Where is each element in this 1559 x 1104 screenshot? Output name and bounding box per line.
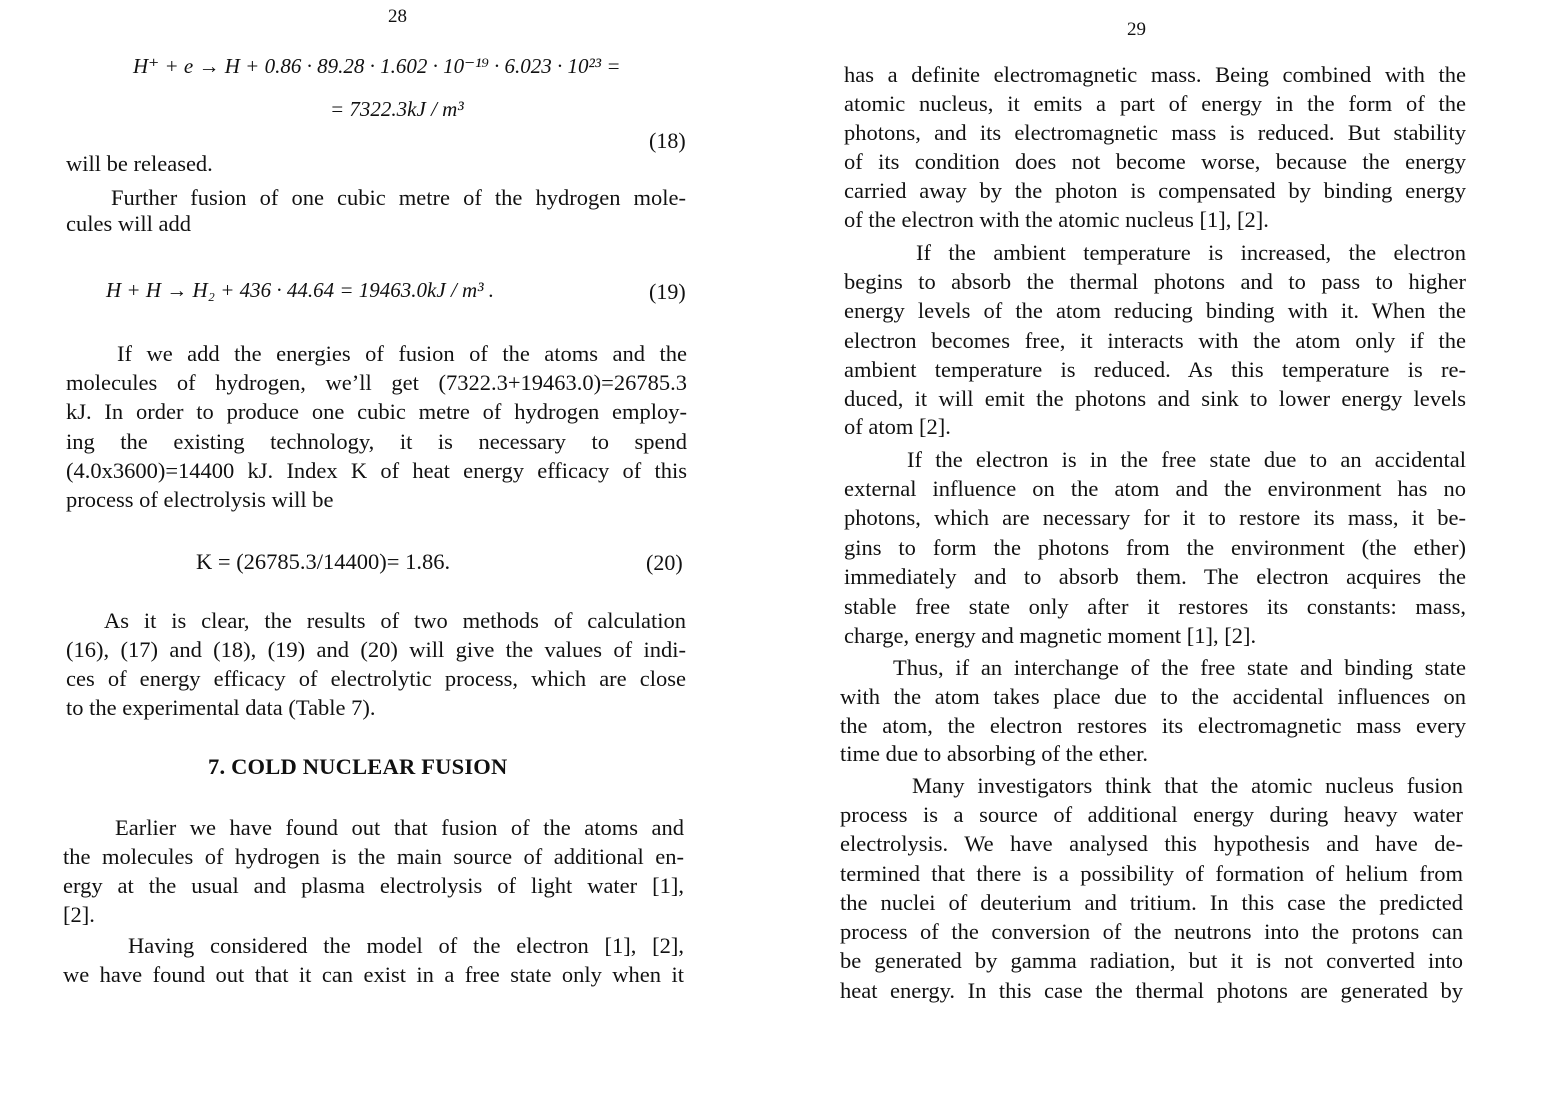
paragraph-line: kJ. In order to produce one cubic metre of hydrogen employ- [66,399,687,424]
paragraph-line: ambient temperature is reduced. As this temperature is re- [844,357,1466,382]
paragraph-line: ing the existing technology, it is necessary to spend [66,429,687,454]
equation-18-line-2: = 7322.3kJ / m³ [330,97,464,121]
section-heading: 7. COLD NUCLEAR FUSION [208,754,508,779]
paragraph-line: ces of energy efficacy of electrolytic process, which are close [66,666,686,691]
paragraph-line: As it is clear, the results of two methods of calculation [104,608,686,633]
paragraph-line: heat energy. In this case the thermal photons are generated by [840,978,1463,1003]
paragraph-line: Many investigators think that the atomic nucleus fusion [912,773,1463,798]
paragraph-line: immediately and to absorb them. The electron acquires the [844,564,1466,589]
paragraph-line: the molecules of hydrogen is the main source of additional en- [63,844,684,869]
paragraph-line: process is a source of additional energy during heavy water [840,802,1463,827]
paragraph-line: with the atom takes place due to the accidental influences on [840,684,1466,709]
paragraph-line: If the electron is in the free state due to an accidental [907,447,1466,472]
paragraph-line: Further fusion of one cubic metre of the hydrogen mole- [111,185,686,210]
paragraph-line: charge, energy and magnetic moment [1], [2]. [844,623,1257,648]
paragraph-line: duced, it will emit the photons and sink to lower energy levels [844,386,1466,411]
equation-number: (18) [649,128,686,153]
paragraph-line: of its condition does not become worse, because the energy [844,149,1466,174]
paragraph-line: of atom [2]. [844,414,951,439]
equation-number: (20) [646,550,683,575]
paragraph-line: atomic nucleus, it emits a part of energy in the form of the [844,91,1466,116]
paragraph-line: begins to absorb the thermal photons and to pass to higher [844,269,1466,294]
equation-number: (19) [649,279,686,304]
paragraph-line: will be released. [66,151,213,176]
paragraph-line: external influence on the atom and the environment has no [844,476,1466,501]
paragraph-line: (4.0x3600)=14400 kJ. Index K of heat energy efficacy of this [66,458,687,483]
paragraph-line: to the experimental data (Table 7). [66,695,376,720]
paragraph-line: cules will add [66,211,191,236]
paragraph-line: energy levels of the atom reducing binding with it. When the [844,298,1466,323]
paragraph-line: we have found out that it can exist in a free state only when it [63,962,684,987]
paragraph-line: Having considered the model of the electron [1], [2], [128,933,684,958]
paragraph-line: Earlier we have found out that fusion of the atoms and [115,815,684,840]
paragraph-line: photons, which are necessary for it to restore its mass, it be- [844,505,1466,530]
equation-19: H + H → H₂ + 436 · 44.64 = 19463.0kJ / m³ . [106,278,494,302]
paragraph-line: time due to absorbing of the ether. [840,741,1149,766]
paragraph-line: electron becomes free, it interacts with the atom only if the [844,328,1466,353]
paragraph-line: If the ambient temperature is increased, the electron [916,240,1466,265]
paragraph-line: termined that there is a possibility of formation of helium from [840,861,1463,886]
paragraph-line: of the electron with the atomic nucleus [1], [2]. [844,207,1269,232]
equation-18-line-1: H⁺ + e → H + 0.86 · 89.28 · 1.602 · 10⁻¹⁹ · 6.023 · 10²³ = [133,54,621,78]
paragraph-line: stable free state only after it restores its constants: mass, [844,594,1466,619]
left-page [0,0,760,1104]
equation-20: K = (26785.3/14400)= 1.86. [196,549,451,574]
page-number: 28 [388,6,407,27]
paragraph-line: photons, and its electromagnetic mass is reduced. But stability [844,120,1466,145]
paragraph-line: process of electrolysis will be [66,487,334,512]
paragraph-line: carried away by the photon is compensated by binding energy [844,178,1466,203]
paragraph-line: the atom, the electron restores its electromagnetic mass every [840,713,1466,738]
paragraph-line: the nuclei of deuterium and tritium. In this case the predicted [840,890,1463,915]
paragraph-line: process of the conversion of the neutrons into the protons can [840,919,1463,944]
paragraph-line: If we add the energies of fusion of the atoms and the [117,341,687,366]
paragraph-line: molecules of hydrogen, we’ll get (7322.3+19463.0)=26785.3 [66,370,687,395]
paragraph-line: be generated by gamma radiation, but it is not converted into [840,948,1463,973]
paragraph-line: ergy at the usual and plasma electrolysis of light water [1], [63,873,684,898]
page-number: 29 [1127,19,1146,40]
paragraph-line: electrolysis. We have analysed this hypothesis and have de- [840,831,1463,856]
paragraph-line: Thus, if an interchange of the free state and binding state [893,655,1466,680]
paragraph-line: (16), (17) and (18), (19) and (20) will give the values of indi- [66,637,686,662]
paragraph-line: [2]. [63,902,95,927]
paragraph-line: gins to form the photons from the environment (the ether) [844,535,1466,560]
paragraph-line: has a definite electromagnetic mass. Being combined with the [844,62,1466,87]
